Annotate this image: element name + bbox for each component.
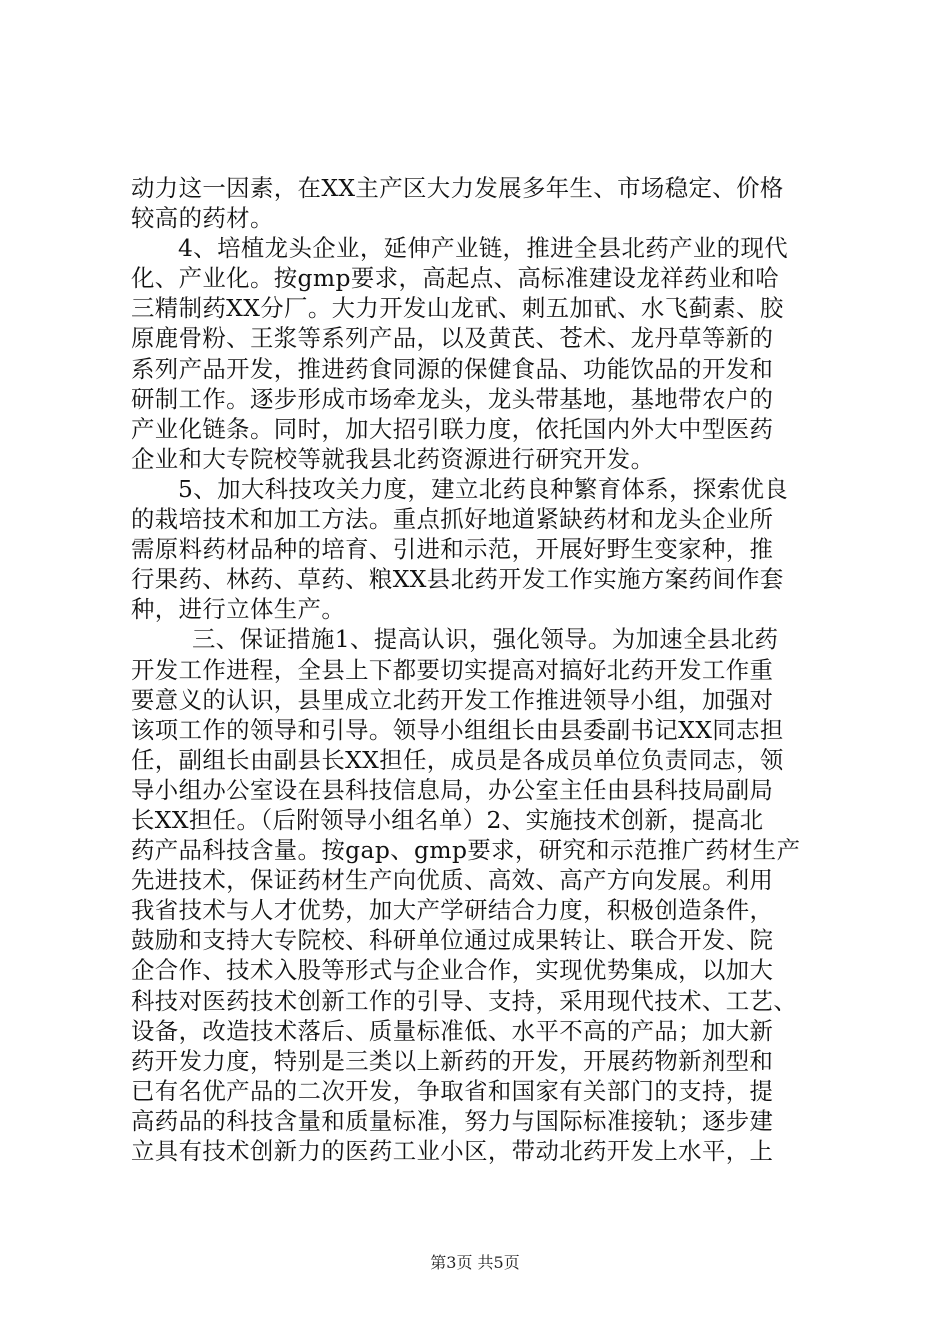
text-line: 先进技术，保证药材生产向优质、高效、高产方向发展。利用 <box>131 866 774 895</box>
text-line: 企合作、技术入股等形式与企业合作，实现优势集成，以加大 <box>131 956 774 985</box>
page-number-footer: 第3页 共5页 <box>430 1253 520 1272</box>
text-line: 三精制药XX分厂。大力开发山龙甙、刺五加甙、水飞蓟素、胶 <box>131 294 784 323</box>
text-line: 动力这一因素，在XX主产区大力发展多年生、市场稳定、价格 <box>131 174 784 202</box>
text-line: 需原料药材品种的培育、引进和示范，开展好野生变家种，推 <box>131 535 774 564</box>
text-line: 要意义的认识，县里成立北药开发工作推进领导小组，加强对 <box>131 685 774 714</box>
text-line: 开发工作进程，全县上下都要切实提高对搞好北药开发工作重 <box>131 655 774 684</box>
text-line: 已有名优产品的二次开发，争取省和国家有关部门的支持，提 <box>131 1076 774 1105</box>
text-line: 5、加大科技攻关力度，建立北药良种繁育体系，探索优良 <box>178 474 789 503</box>
text-line: 行果药、林药、草药、粮XX县北药开发工作实施方案药间作套 <box>131 565 784 594</box>
text-line: 的栽培技术和加工方法。重点抓好地道紧缺药材和龙头企业所 <box>131 505 774 534</box>
text-line: 系列产品开发，推进药食同源的保健食品、功能饮品的开发和 <box>131 354 774 383</box>
text-line: 长XX担任。（后附领导小组名单）2、实施技术创新，提高北 <box>131 805 764 834</box>
text-line: 研制工作。逐步形成市场牵龙头，龙头带基地，基地带农户的 <box>131 384 774 413</box>
text-line: 三、保证措施1、提高认识，强化领导。为加速全县北药 <box>192 625 779 654</box>
text-line: 较高的药材。 <box>131 204 274 233</box>
text-line: 产业化链条。同时，加大招引联力度，依托国内外大中型医药 <box>131 414 774 443</box>
text-line: 我省技术与人才优势，加大产学研结合力度，积极创造条件， <box>131 896 774 925</box>
text-line: 原鹿骨粉、王浆等系列产品，以及黄芪、苍术、龙丹草等新的 <box>131 324 774 353</box>
text-line: 药产品科技含量。按gap、gmp要求，研究和示范推广药材生产 <box>131 836 801 865</box>
text-line: 鼓励和支持大专院校、科研单位通过成果转让、联合开发、院 <box>131 926 774 955</box>
text-line: 高药品的科技含量和质量标准，努力与国际标准接轨；逐步建 <box>131 1106 774 1135</box>
text-line: 导小组办公室设在县科技信息局，办公室主任由县科技局副局 <box>131 775 774 804</box>
text-line: 立具有技术创新力的医药工业小区，带动北药开发上水平，上 <box>131 1137 774 1165</box>
text-line: 该项工作的领导和引导。领导小组组长由县委副书记XX同志担 <box>131 715 784 744</box>
text-line: 药开发力度，特别是三类以上新药的开发，开展药物新剂型和 <box>131 1046 774 1075</box>
text-line: 任，副组长由副县长XX担任，成员是各成员单位负责同志，领 <box>131 745 784 774</box>
text-line: 企业和大专院校等就我县北药资源进行研究开发。 <box>131 444 655 473</box>
text-line: 种，进行立体生产。 <box>131 595 346 624</box>
document-body <box>131 173 851 1166</box>
text-line: 化、产业化。按gmp要求，高起点、高标准建设龙祥药业和哈 <box>131 264 780 293</box>
text-line: 设备，改造技术落后、质量标准低、水平不高的产品；加大新 <box>131 1016 774 1045</box>
text-line: 4、培植龙头企业，延伸产业链，推进全县北药产业的现代 <box>178 234 789 263</box>
text-line: 科技对医药技术创新工作的引导、支持，采用现代技术、工艺、 <box>131 986 798 1015</box>
